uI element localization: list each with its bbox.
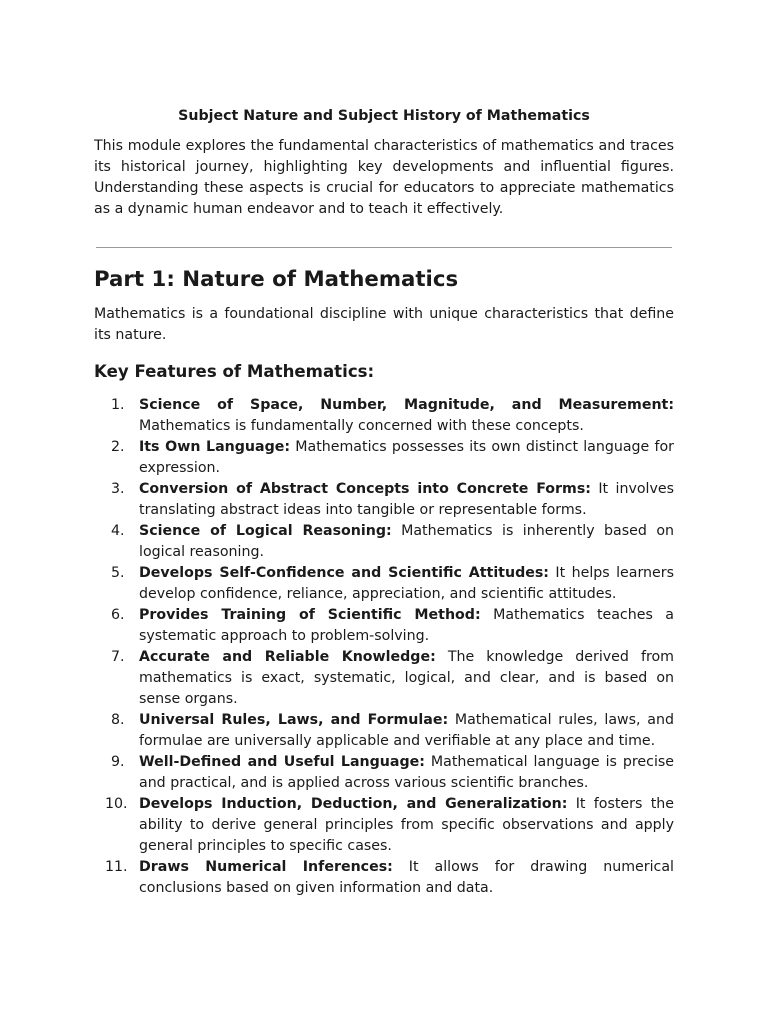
feature-item	[94, 479, 674, 521]
feature-term: Conversion of Abstract Concepts into Concrete Forms:	[139, 481, 591, 497]
feature-item	[94, 437, 674, 479]
features-heading: Key Features of Mathematics:	[94, 362, 375, 381]
document-title: Subject Nature and Subject History of Mathematics	[178, 108, 590, 124]
feature-term: Well-Defined and Useful Language:	[139, 754, 425, 770]
part1-heading: Part 1: Nature of Mathematics	[94, 267, 459, 292]
feature-term: Accurate and Reliable Knowledge:	[139, 649, 436, 665]
feature-description: Mathematics teaches a systematic approach to problem-solving.	[139, 607, 674, 644]
feature-item	[94, 752, 674, 794]
feature-item	[94, 647, 674, 710]
feature-description: It helps learners develop confidence, reliance, appreciation, and scientific attitudes.	[139, 565, 674, 602]
feature-item	[94, 605, 674, 647]
feature-term: Draws Numerical Inferences:	[139, 859, 393, 875]
part1-intro: Mathematics is a foundational discipline with unique characteristics that define its nature.	[94, 306, 674, 343]
feature-item	[94, 857, 674, 899]
feature-item	[94, 395, 674, 437]
section-divider	[96, 247, 672, 248]
feature-number: 5.	[111, 565, 125, 581]
feature-number: 3.	[111, 481, 125, 497]
feature-term: Science of Logical Reasoning:	[139, 523, 392, 539]
feature-description: It involves translating abstract ideas into tangible or representable forms.	[139, 481, 674, 518]
feature-term: Science of Space, Number, Magnitude, and Measurement:	[139, 397, 674, 413]
feature-description: It fosters the ability to derive general principles from specific observations and apply general principles to specific cases.	[139, 796, 674, 854]
feature-number: 10.	[105, 796, 128, 812]
feature-description: Mathematical rules, laws, and formulae are universally applicable and verifiable at any place and time.	[139, 712, 674, 749]
features-list	[94, 395, 674, 899]
feature-number: 9.	[111, 754, 125, 770]
feature-number: 4.	[111, 523, 125, 539]
feature-number: 6.	[111, 607, 125, 623]
feature-number: 7.	[111, 649, 125, 665]
feature-term: Develops Induction, Deduction, and Generalization:	[139, 796, 568, 812]
feature-term: Develops Self-Confidence and Scientific Attitudes:	[139, 565, 549, 581]
feature-description: Mathematics possesses its own distinct language for expression.	[139, 439, 675, 476]
feature-item	[94, 521, 674, 563]
document-intro: This module explores the fundamental characteristics of mathematics and traces its historical journey, highlighting key developments and influential figures. Understanding these aspects is crucial for educators to appreciate mathematics as a dynamic human endeavor and to teach it effectively.	[94, 138, 674, 217]
feature-number: 11.	[105, 859, 128, 875]
feature-item	[94, 563, 674, 605]
feature-number: 1.	[111, 397, 125, 413]
feature-description: Mathematical language is precise and practical, and is applied across various scientific branches.	[139, 754, 675, 791]
feature-description: It allows for drawing numerical conclusions based on given information and data.	[139, 859, 674, 896]
feature-number: 8.	[111, 712, 125, 728]
feature-item	[94, 794, 674, 857]
feature-description: Mathematics is fundamentally concerned with these concepts.	[139, 418, 584, 434]
feature-description: Mathematics is inherently based on logical reasoning.	[139, 523, 674, 560]
feature-term: Provides Training of Scientific Method:	[139, 607, 481, 623]
feature-item	[94, 710, 674, 752]
feature-description: The knowledge derived from mathematics is exact, systematic, logical, and clear, and is based on sense organs.	[139, 649, 674, 707]
feature-term: Its Own Language:	[139, 439, 291, 455]
feature-number: 2.	[111, 439, 125, 455]
feature-term: Universal Rules, Laws, and Formulae:	[139, 712, 449, 728]
